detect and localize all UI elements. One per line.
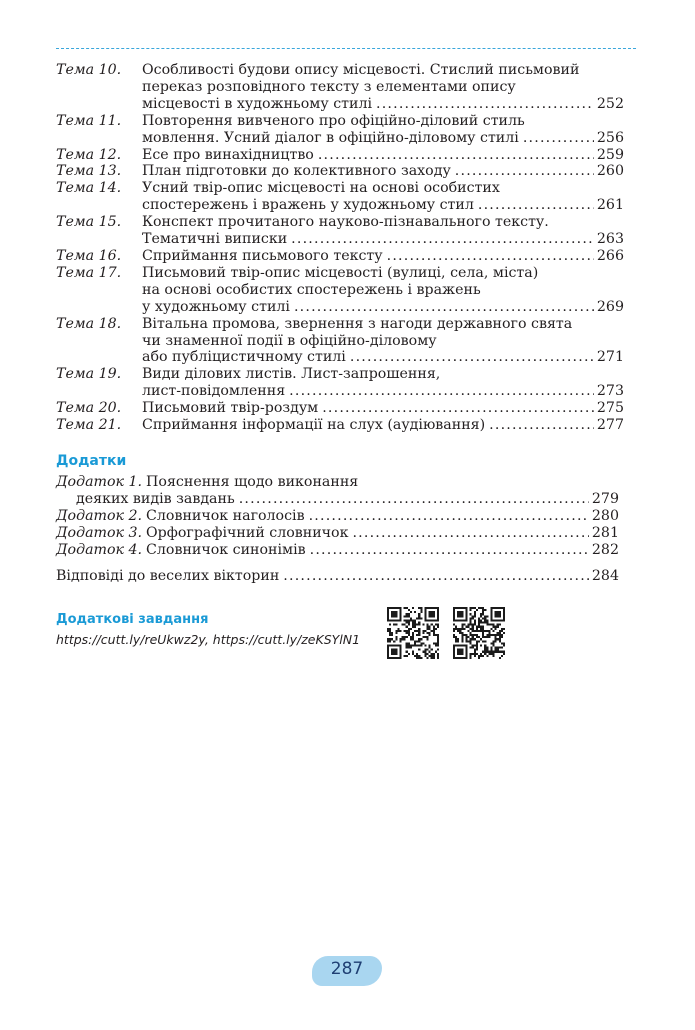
toc-entry-label: Тема 19. — [56, 366, 122, 383]
toc-entry-text: Усний твір-опис місцевості на основі особистих — [142, 180, 500, 197]
toc-entry-page: 260 — [596, 163, 624, 180]
appendices-list — [56, 474, 619, 584]
toc-entry — [56, 417, 624, 434]
appendix-entry — [56, 525, 619, 542]
toc-entry-text: Письмовий твір-опис місцевості (вулиці, села, міста) — [142, 264, 539, 281]
qr-code-icon[interactable] — [453, 607, 505, 659]
extra-tasks-links[interactable]: https://cutt.ly/reUkwz2y, https://cutt.ly/zeKSYlN1 — [56, 632, 361, 647]
appendix-label: Додаток 2. — [56, 507, 143, 524]
answers-entry — [56, 568, 619, 585]
toc-entry-line — [142, 197, 624, 214]
toc-entry-text: Сприймання інформації на слух (аудіювання) — [142, 417, 486, 434]
toc-entry-body — [142, 147, 624, 164]
toc-entry-line — [142, 130, 624, 147]
toc-entry-line — [142, 400, 624, 417]
answers-line — [56, 568, 619, 585]
toc-entry-page: 259 — [596, 146, 624, 163]
appendix-text: Словничок наголосів — [146, 507, 305, 524]
toc-entry-label: Тема 14. — [56, 180, 122, 197]
appendix-text: деяких видів завдань — [76, 490, 235, 507]
leader-dots — [306, 542, 589, 559]
toc-entry — [56, 248, 624, 265]
toc-entry-text: Конспект прочитаного науково-пізнавального тексту. — [142, 214, 549, 231]
toc-entry-text: План підготовки до колективного заходу — [142, 163, 451, 180]
toc-entry — [56, 163, 624, 180]
toc-entry-body — [142, 113, 624, 147]
appendix-line — [56, 508, 619, 525]
appendix-label: Додаток 3. — [56, 524, 143, 541]
toc-entry-line — [142, 383, 624, 400]
toc-entry-text: Тематичні виписки — [142, 231, 288, 248]
toc-entry-line — [142, 366, 624, 383]
toc-entry-text: Есе про винахідництво — [142, 146, 314, 163]
leader-dots — [519, 130, 594, 147]
toc-entry-body — [142, 417, 624, 434]
qr-code-icon[interactable] — [387, 607, 439, 659]
toc-entry-text: у художньому стилі — [142, 298, 290, 315]
toc-entry-label: Тема 11. — [56, 112, 122, 129]
toc-entry-text: Особливості будови опису місцевості. Стислий письмовий — [142, 62, 580, 78]
toc-entry-text: або публіцистичному стилі — [142, 349, 346, 366]
toc-entry-label: Тема 17. — [56, 264, 122, 281]
toc-entry-label: Тема 15. — [56, 214, 122, 231]
toc-entry-text: спостережень і вражень у художньому стил — [142, 197, 474, 214]
toc-entry — [56, 147, 624, 164]
toc-entry-page: 256 — [596, 129, 624, 146]
toc-entry-line — [142, 214, 624, 231]
toc-entry-text: Види ділових листів. Лист-запрошення, — [142, 366, 441, 383]
appendix-text: Пояснення щодо виконання — [146, 474, 359, 490]
toc-entry-label: Тема 12. — [56, 146, 122, 163]
toc-entry — [56, 316, 624, 367]
appendix-text: Словничок синонімів — [146, 541, 306, 558]
toc-entry-body — [142, 366, 624, 400]
leader-dots — [383, 248, 594, 265]
answers-text: Відповіді до веселих вікторин — [56, 567, 280, 584]
toc-entry-text: мовлення. Усний діалог в офіційно-діловому стилі — [142, 129, 519, 146]
toc-entry-line — [142, 79, 624, 96]
appendix-label: Додаток 1. — [56, 474, 143, 490]
toc-entry-label: Тема 16. — [56, 247, 122, 264]
leader-dots — [285, 383, 594, 400]
toc-entry-page: 271 — [596, 349, 624, 366]
toc-entry-text: лист-повідомлення — [142, 383, 286, 400]
toc-entry-line — [142, 333, 624, 350]
appendix-line — [56, 474, 619, 491]
toc-entry-text: Сприймання письмового тексту — [142, 247, 383, 264]
toc-entry-body — [142, 248, 624, 265]
leader-dots — [485, 417, 594, 434]
toc-entry-label: Тема 13. — [56, 163, 122, 180]
toc-entry — [56, 113, 624, 147]
appendix-text: Орфографічний словничок — [146, 524, 349, 541]
toc-entry-text: переказ розповідного тексту з елементами опису — [142, 78, 516, 95]
toc-entry-line — [142, 62, 624, 79]
page-number: 287 — [330, 959, 364, 979]
leader-dots — [451, 163, 594, 180]
leader-dots — [346, 349, 594, 366]
toc-entry-body — [142, 265, 624, 316]
toc-entry-label: Тема 21. — [56, 417, 122, 434]
toc-entry-body — [142, 180, 624, 214]
appendix-page: 279 — [591, 490, 619, 507]
toc-entry-line — [142, 163, 624, 180]
toc-entry-label: Тема 10. — [56, 62, 122, 78]
leader-dots — [348, 525, 589, 542]
toc-entry-body — [142, 214, 624, 248]
toc-entry-line — [142, 180, 624, 197]
appendix-page: 280 — [591, 507, 619, 524]
appendix-entry — [56, 508, 619, 525]
toc-entry — [56, 62, 624, 113]
appendix-page: 281 — [591, 524, 619, 541]
leader-dots — [474, 197, 594, 214]
toc-entry — [56, 265, 624, 316]
leader-dots — [314, 147, 594, 164]
appendix-line — [56, 525, 619, 542]
toc-entry-line — [142, 231, 624, 248]
extra-tasks-title: Додаткові завдання — [56, 612, 209, 627]
toc-entry-page: 263 — [596, 231, 624, 248]
toc-entry-line — [142, 113, 624, 130]
toc-entry-page: 273 — [596, 383, 624, 400]
appendix-entry — [56, 474, 619, 508]
toc-entry-text: Письмовий твір-роздум — [142, 400, 319, 417]
appendix-label: Додаток 4. — [56, 541, 143, 558]
appendix-line — [56, 542, 619, 559]
toc-entry-line — [142, 96, 624, 113]
leader-dots — [305, 508, 589, 525]
toc-entry-line — [142, 316, 624, 333]
toc-entry-body — [142, 163, 624, 180]
toc-entry-page: 275 — [596, 400, 624, 417]
leader-dots — [287, 231, 594, 248]
appendix-entry — [56, 542, 619, 559]
table-of-contents — [56, 62, 624, 434]
toc-entry — [56, 366, 624, 400]
leader-dots — [290, 299, 594, 316]
appendices-heading: Додатки — [56, 453, 127, 469]
toc-entry-line — [142, 147, 624, 164]
toc-entry-page: 269 — [596, 298, 624, 315]
toc-entry-text: Вітальна промова, звернення з нагоди державного свята — [142, 315, 573, 332]
toc-entry-line — [142, 417, 624, 434]
appendix-page: 282 — [591, 541, 619, 558]
toc-entry-page: 266 — [596, 247, 624, 264]
toc-entry-body — [142, 62, 624, 113]
answers-page: 284 — [591, 567, 619, 584]
toc-entry-body — [142, 400, 624, 417]
top-dashed-divider — [56, 48, 636, 49]
appendix-line — [56, 491, 619, 508]
leader-dots — [279, 568, 589, 585]
toc-entry-label: Тема 18. — [56, 315, 122, 332]
toc-entry-text: чи знаменної події в офіційно-діловому — [142, 332, 437, 349]
leader-dots — [318, 400, 594, 417]
toc-entry — [56, 400, 624, 417]
toc-entry-text: Повторення вивченого про офіційно-діловий стиль — [142, 112, 525, 129]
toc-entry — [56, 214, 624, 248]
leader-dots — [235, 491, 589, 508]
toc-entry-line — [142, 282, 624, 299]
leader-dots — [372, 96, 594, 113]
toc-entry-line — [142, 248, 624, 265]
toc-entry-page: 277 — [596, 417, 624, 434]
toc-entry-page: 252 — [596, 95, 624, 112]
toc-entry-text: на основі особистих спостережень і вражень — [142, 281, 481, 298]
toc-entry — [56, 180, 624, 214]
toc-entry-label: Тема 20. — [56, 400, 122, 417]
toc-entry-line — [142, 349, 624, 366]
toc-entry-body — [142, 316, 624, 367]
toc-entry-text: місцевості в художньому стилі — [142, 95, 372, 112]
toc-entry-line — [142, 299, 624, 316]
toc-entry-line — [142, 265, 624, 282]
toc-entry-page: 261 — [596, 197, 624, 214]
